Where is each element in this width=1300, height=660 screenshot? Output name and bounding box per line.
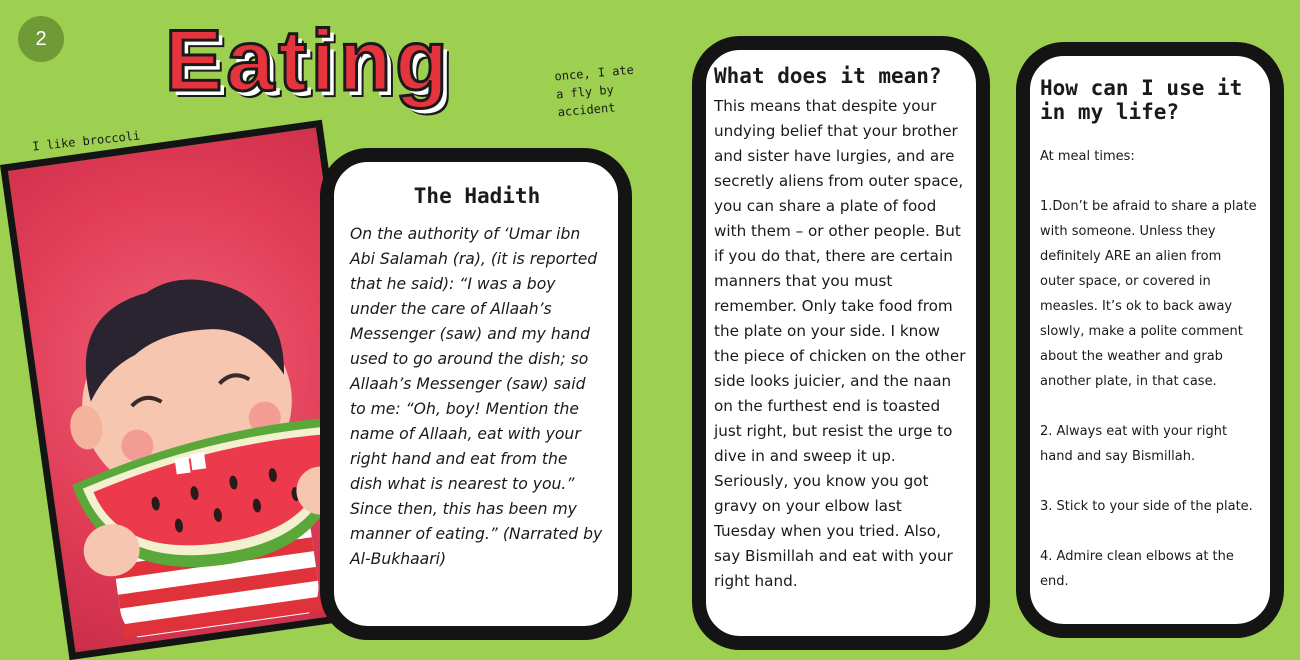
page-number: 2 [18,16,64,62]
hadith-text: On the authority of ‘Umar ibn Abi Salamah (ra), (it is reported that he said): “I was a boy under the care of Allaah’s Messenger (saw) and my hand used to go around the dish; so Allaah’s Messenger (saw) said to me: “Oh, boy! Mention the name of Allaah, eat with your right hand and eat from the dish what is nearest to you.” Since then, this has been my manner of eating.” (Narrated by Al-Bukhaari) [350,225,603,569]
use-item: 2. Always eat with your right hand and say Bismillah. [1040,424,1228,465]
scribble-broccoli: I like broccoli [31,128,141,154]
use-intro: At meal times: [1040,149,1135,165]
hadith-card [322,150,630,638]
use-list [1040,144,1258,594]
use-item: 1.Don’t be afraid to share a plate with someone. Unless they definitely ARE an alien from outer space, or covered in measles. It’s ok to back away slowly, make a polite comment about the weather and grab another plate, in that case. [1040,199,1257,390]
meaning-text: This means that despite your undying belief that your brother and sister have lurgies, and are secretly aliens from outer space, you can share a plate of food with them – or other people. But if you do that, there are certain manners that you must remember. Only take food from the plate on your side. I know the piece of chicken on the other side looks juicier, and the naan on the furthest end is toasted just right, but resist the urge to dive in and sweep it up. Seriously, you know you got gravy on your elbow last Tuesday when you tried. Also, say Bismillah and eat with your right hand. [714,97,966,591]
use-card [1018,44,1282,636]
meaning-card [694,38,988,648]
hadith-heading: The Hadith [413,184,541,208]
meaning-heading: What does it mean? [714,64,942,88]
scribble-fly: once, I ate a fly by accident [553,62,635,120]
use-heading: How can I use it in my life? [1040,76,1243,125]
page-title: Eating [165,13,452,109]
use-item: 3. Stick to your side of the plate. [1040,499,1253,515]
use-item: 4. Admire clean elbows at the end. [1040,549,1234,590]
